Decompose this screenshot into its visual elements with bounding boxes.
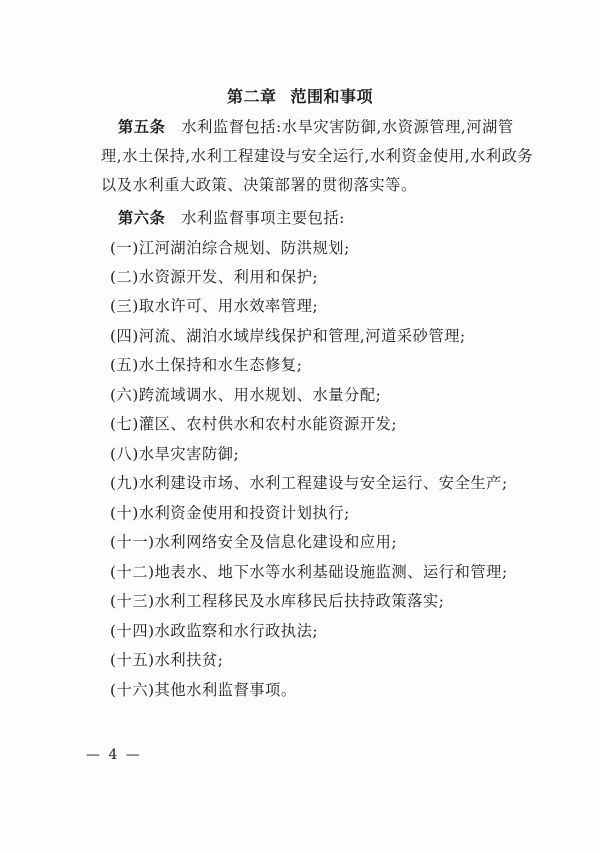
list-item: (十二)地表水、地下水等水利基础设施监测、运行和管理; bbox=[110, 563, 508, 581]
list-item: (十四)水政监察和水行政执法; bbox=[110, 622, 319, 640]
list-item: (十六)其他水利监督事项。 bbox=[110, 681, 297, 699]
chapter-name: 范围和事项 bbox=[290, 87, 374, 106]
list-item: (一)江河湖泊综合规划、防洪规划; bbox=[110, 239, 350, 257]
list-item: (三)取水许可、用水效率管理; bbox=[110, 297, 319, 315]
list-item: (五)水土保持和水生态修复; bbox=[110, 356, 303, 374]
article-5-line-2: 理,水土保持,水利工程建设与安全运行,水利资金使用,水利政务 bbox=[101, 147, 534, 165]
list-item: (四)河流、湖泊水域岸线保护和管理,河道采砂管理; bbox=[110, 327, 466, 345]
article-6-line bbox=[118, 207, 558, 228]
article-6-label: 第六条 bbox=[118, 209, 166, 227]
list-item: (七)灌区、农村供水和农村水能资源开发; bbox=[110, 415, 398, 433]
chapter-title bbox=[0, 84, 600, 107]
article-6-text: 水利监督事项主要包括: bbox=[181, 209, 345, 227]
article-5-label: 第五条 bbox=[118, 118, 166, 136]
article-5-line-3: 以及水利重大政策、决策部署的贯彻落实等。 bbox=[101, 176, 417, 194]
list-item: (六)跨流域调水、用水规划、水量分配; bbox=[110, 386, 382, 404]
list-item: (二)水资源开发、利用和保护; bbox=[110, 268, 319, 286]
article-5-line-1 bbox=[118, 116, 558, 137]
list-item: (十)水利资金使用和投资计划执行; bbox=[110, 504, 350, 522]
list-item: (八)水旱灾害防御; bbox=[110, 445, 240, 463]
list-item: (十一)水利网络安全及信息化建设和应用; bbox=[110, 533, 398, 551]
page-number: — 4 — bbox=[86, 747, 142, 763]
list-item: (十三)水利工程移民及水库移民后扶持政策落实; bbox=[110, 592, 445, 610]
list-item: (十五)水利扶贫; bbox=[110, 651, 224, 669]
list-item: (九)水利建设市场、水利工程建设与安全运行、安全生产; bbox=[110, 474, 508, 492]
article-5-text-1: 水利监督包括:水旱灾害防御,水资源管理,河湖管 bbox=[181, 118, 514, 136]
chapter-number: 第二章 bbox=[226, 87, 277, 106]
